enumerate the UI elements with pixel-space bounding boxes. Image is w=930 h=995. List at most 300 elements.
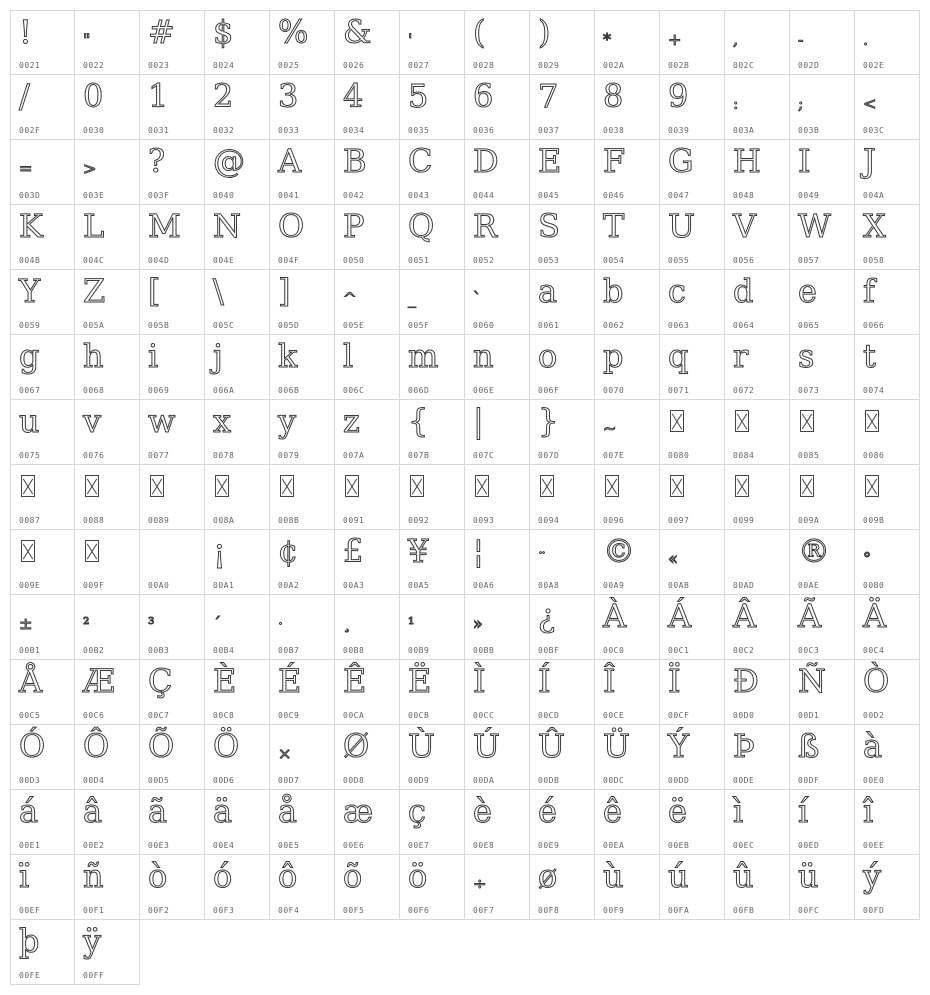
glyph-preview: ú <box>668 857 689 895</box>
missing-glyph-icon <box>735 475 749 497</box>
glyph-cell <box>530 595 595 660</box>
codepoint-label: 007D <box>538 451 560 460</box>
glyph-preview: ù <box>603 857 624 895</box>
glyph-preview: | <box>473 402 484 440</box>
glyph-cell <box>140 10 205 75</box>
glyph-cell <box>790 75 855 140</box>
glyph-preview: Y <box>19 272 41 310</box>
codepoint-label: 005F <box>408 321 430 330</box>
glyph-preview: " <box>83 30 91 49</box>
glyph-cell <box>530 400 595 465</box>
codepoint-label: 0089 <box>148 516 170 525</box>
glyph-cell <box>725 335 790 400</box>
glyph-preview: 4 <box>343 77 364 115</box>
glyph-preview: a <box>538 272 558 310</box>
glyph-cell <box>270 790 335 855</box>
glyph-preview: Á <box>668 597 692 635</box>
glyph-preview: 3 <box>278 77 299 115</box>
glyph-cell <box>595 660 660 725</box>
codepoint-label: 00D3 <box>19 776 41 785</box>
glyph-cell <box>465 205 530 270</box>
glyph-preview: £ <box>343 532 364 570</box>
codepoint-label: 0069 <box>148 386 170 395</box>
glyph-preview: u <box>19 402 40 440</box>
glyph-preview: F <box>603 142 626 180</box>
glyph-cell <box>530 75 595 140</box>
glyph-preview: s <box>798 337 815 375</box>
glyph-preview: ` <box>473 289 481 308</box>
codepoint-label: 0071 <box>668 386 690 395</box>
glyph-cell <box>595 335 660 400</box>
glyph-cell <box>725 205 790 270</box>
codepoint-label: 00D0 <box>733 711 755 720</box>
glyph-preview: â <box>83 792 103 830</box>
codepoint-label: 005D <box>278 321 300 330</box>
glyph-cell <box>400 10 465 75</box>
glyph-cell <box>335 595 400 660</box>
glyph-preview: E <box>538 142 562 180</box>
codepoint-label: 00D4 <box>83 776 105 785</box>
codepoint-label: 0025 <box>278 61 300 70</box>
glyph-cell <box>465 660 530 725</box>
codepoint-label: 0092 <box>408 516 430 525</box>
glyph-preview: ç <box>408 792 426 830</box>
codepoint-label: 0036 <box>473 126 495 135</box>
glyph-preview: ² <box>83 614 90 633</box>
missing-glyph-icon <box>540 475 554 497</box>
glyph-preview: V <box>733 207 757 245</box>
codepoint-label: 0088 <box>83 516 105 525</box>
glyph-preview: v <box>83 402 102 440</box>
codepoint-label: 00E0 <box>863 776 885 785</box>
glyph-cell <box>725 660 790 725</box>
codepoint-label: 0061 <box>538 321 560 330</box>
glyph-cell <box>465 10 530 75</box>
glyph-cell <box>855 595 920 660</box>
codepoint-label: 00F9 <box>603 906 625 915</box>
glyph-preview: é <box>538 792 557 830</box>
codepoint-label: 0091 <box>343 516 365 525</box>
glyph-preview: É <box>278 662 302 700</box>
glyph-cell <box>10 855 75 920</box>
glyph-cell <box>140 660 205 725</box>
glyph-cell <box>270 10 335 75</box>
glyph-preview: c <box>668 272 686 310</box>
glyph-cell <box>530 140 595 205</box>
codepoint-label: 0096 <box>603 516 625 525</box>
codepoint-label: 0059 <box>19 321 41 330</box>
codepoint-label: 0062 <box>603 321 625 330</box>
glyph-preview: ! <box>19 13 32 51</box>
glyph-preview: ) <box>538 13 551 51</box>
glyph-preview: % <box>278 13 309 51</box>
glyph-cell <box>75 10 140 75</box>
glyph-cell <box>205 140 270 205</box>
glyph-preview: Ã <box>798 597 822 635</box>
glyph-cell <box>400 400 465 465</box>
glyph-cell <box>335 400 400 465</box>
codepoint-label: 00A6 <box>473 581 495 590</box>
codepoint-label: 004C <box>83 256 105 265</box>
glyph-preview: Þ <box>733 727 755 765</box>
glyph-cell <box>140 855 205 920</box>
codepoint-label: 00DD <box>668 776 690 785</box>
codepoint-label: 0080 <box>668 451 690 460</box>
glyph-cell <box>790 855 855 920</box>
codepoint-label: 00F6 <box>408 906 430 915</box>
glyph-cell <box>140 530 205 595</box>
codepoint-label: 0094 <box>538 516 560 525</box>
glyph-cell <box>725 270 790 335</box>
codepoint-label: 0072 <box>733 386 755 395</box>
glyph-cell <box>10 920 75 985</box>
missing-glyph-icon <box>215 475 229 497</box>
codepoint-label: 00E4 <box>213 841 235 850</box>
codepoint-label: 0035 <box>408 126 430 135</box>
glyph-preview: X <box>863 207 886 245</box>
codepoint-label: 00B2 <box>83 646 105 655</box>
glyph-cell <box>855 335 920 400</box>
glyph-preview: Ð <box>733 662 759 700</box>
glyph-preview: Î <box>603 662 616 700</box>
glyph-preview: Õ <box>148 727 175 765</box>
codepoint-label: 00F8 <box>538 906 560 915</box>
glyph-cell <box>530 465 595 530</box>
glyph-cell <box>530 855 595 920</box>
glyph-cell <box>335 335 400 400</box>
codepoint-label: 00BB <box>473 646 495 655</box>
glyph-preview: ] <box>278 272 291 310</box>
glyph-cell <box>10 400 75 465</box>
codepoint-label: 00CA <box>343 711 365 720</box>
codepoint-label: 0021 <box>19 61 41 70</box>
codepoint-label: 00ED <box>798 841 820 850</box>
glyph-preview: î <box>863 792 874 830</box>
glyph-preview: ^ <box>343 289 357 308</box>
codepoint-label: 00DC <box>603 776 625 785</box>
glyph-cell <box>335 465 400 530</box>
glyph-preview: ñ <box>83 857 104 895</box>
glyph-preview: d <box>733 272 754 310</box>
glyph-cell <box>465 75 530 140</box>
codepoint-label: 00FF <box>83 971 105 980</box>
codepoint-label: 007C <box>473 451 495 460</box>
glyph-cell <box>75 75 140 140</box>
glyph-preview: ¿ <box>538 597 556 635</box>
glyph-preview: j <box>213 337 223 375</box>
glyph-preview: f <box>863 272 875 310</box>
codepoint-label: 006F <box>538 386 560 395</box>
codepoint-label: 003C <box>863 126 885 135</box>
codepoint-label: 0053 <box>538 256 560 265</box>
glyph-cell <box>75 920 140 985</box>
glyph-preview: Ï <box>668 662 681 700</box>
codepoint-label: 0051 <box>408 256 430 265</box>
codepoint-label: 0045 <box>538 191 560 200</box>
glyph-cell <box>75 465 140 530</box>
glyph-cell <box>725 140 790 205</box>
glyph-preview: ô <box>278 857 298 895</box>
glyph-cell <box>205 855 270 920</box>
codepoint-label: 0034 <box>343 126 365 135</box>
glyph-cell <box>270 140 335 205</box>
codepoint-label: 00B8 <box>343 646 365 655</box>
codepoint-label: 0023 <box>148 61 170 70</box>
glyph-preview: ü <box>798 857 819 895</box>
glyph-preview: ( <box>473 13 486 51</box>
glyph-preview: å <box>278 792 298 830</box>
missing-glyph-icon <box>85 540 99 562</box>
glyph-cell <box>725 465 790 530</box>
glyph-cell <box>400 725 465 790</box>
glyph-grid <box>10 10 920 985</box>
glyph-preview: ä <box>213 792 233 830</box>
glyph-preview: Â <box>733 597 757 635</box>
glyph-cell <box>10 270 75 335</box>
codepoint-label: 0063 <box>668 321 690 330</box>
glyph-preview: ¢ <box>278 532 299 570</box>
codepoint-label: 00CC <box>473 711 495 720</box>
glyph-cell <box>660 465 725 530</box>
codepoint-label: 00C8 <box>213 711 235 720</box>
codepoint-label: 00CF <box>668 711 690 720</box>
missing-glyph-icon <box>865 410 879 432</box>
glyph-preview: - <box>798 30 804 49</box>
codepoint-label: 0057 <box>798 256 820 265</box>
glyph-cell <box>75 855 140 920</box>
glyph-preview: ó <box>213 857 233 895</box>
codepoint-label: 0029 <box>538 61 560 70</box>
glyph-preview: D <box>473 142 499 180</box>
glyph-cell <box>465 725 530 790</box>
missing-glyph-icon <box>735 410 749 432</box>
missing-glyph-icon <box>670 475 684 497</box>
glyph-cell <box>855 270 920 335</box>
codepoint-label: 00A8 <box>538 581 560 590</box>
glyph-cell <box>10 75 75 140</box>
glyph-preview: U <box>668 207 695 245</box>
glyph-preview: ¹ <box>408 614 415 633</box>
glyph-preview: O <box>278 207 305 245</box>
glyph-cell <box>855 855 920 920</box>
glyph-preview: « <box>668 549 678 568</box>
glyph-preview: ê <box>603 792 622 830</box>
codepoint-label: 006C <box>343 386 365 395</box>
missing-glyph-icon <box>345 475 359 497</box>
glyph-cell <box>400 660 465 725</box>
codepoint-label: 00B0 <box>863 581 885 590</box>
codepoint-label: 0099 <box>733 516 755 525</box>
glyph-cell <box>10 530 75 595</box>
codepoint-label: 0075 <box>19 451 41 460</box>
glyph-preview: R <box>473 207 498 245</box>
codepoint-label: 00FD <box>863 906 885 915</box>
codepoint-label: 0026 <box>343 61 365 70</box>
codepoint-label: 00C4 <box>863 646 885 655</box>
glyph-cell <box>790 530 855 595</box>
codepoint-label: 00AB <box>668 581 690 590</box>
codepoint-label: 00E8 <box>473 841 495 850</box>
codepoint-label: 00C3 <box>798 646 820 655</box>
missing-glyph-icon <box>865 475 879 497</box>
glyph-preview: è <box>473 792 492 830</box>
codepoint-label: 003E <box>83 191 105 200</box>
glyph-preview: Ü <box>603 727 630 765</box>
codepoint-label: 00C5 <box>19 711 41 720</box>
glyph-cell <box>465 530 530 595</box>
glyph-preview: ~ <box>603 419 617 438</box>
glyph-cell <box>140 75 205 140</box>
glyph-cell <box>205 660 270 725</box>
glyph-preview: À <box>603 597 627 635</box>
glyph-preview: n <box>473 337 494 375</box>
glyph-cell <box>660 270 725 335</box>
glyph-cell <box>140 205 205 270</box>
glyph-cell <box>725 75 790 140</box>
glyph-preview: Ô <box>83 727 110 765</box>
codepoint-label: 0078 <box>213 451 235 460</box>
glyph-preview: \ <box>213 272 224 310</box>
glyph-preview: l <box>343 337 354 375</box>
glyph-preview: û <box>733 857 754 895</box>
codepoint-label: 0060 <box>473 321 495 330</box>
glyph-cell <box>595 725 660 790</box>
codepoint-label: 00F5 <box>343 906 365 915</box>
codepoint-label: 00AE <box>798 581 820 590</box>
glyph-cell <box>725 400 790 465</box>
glyph-preview: à <box>863 727 883 765</box>
glyph-preview: z <box>343 402 360 440</box>
glyph-preview: J <box>863 142 876 180</box>
glyph-preview: Ò <box>863 662 890 700</box>
glyph-preview: » <box>473 614 483 633</box>
glyph-cell <box>140 465 205 530</box>
glyph-preview: ò <box>148 857 168 895</box>
glyph-cell <box>725 855 790 920</box>
glyph-cell <box>855 400 920 465</box>
glyph-preview: Ä <box>863 597 887 635</box>
codepoint-label: 0052 <box>473 256 495 265</box>
glyph-cell <box>465 140 530 205</box>
glyph-cell <box>855 530 920 595</box>
codepoint-label: 009B <box>863 516 885 525</box>
glyph-preview: _ <box>408 289 416 308</box>
glyph-preview: Ö <box>213 727 240 765</box>
codepoint-label: 00EA <box>603 841 625 850</box>
glyph-cell <box>205 465 270 530</box>
glyph-preview: g <box>19 337 40 375</box>
glyph-cell <box>75 725 140 790</box>
glyph-cell <box>790 660 855 725</box>
glyph-preview: ® <box>798 532 830 570</box>
glyph-cell <box>660 400 725 465</box>
glyph-cell <box>205 335 270 400</box>
glyph-preview: q <box>668 337 689 375</box>
codepoint-label: 00C9 <box>278 711 300 720</box>
codepoint-label: 009F <box>83 581 105 590</box>
codepoint-label: 0042 <box>343 191 365 200</box>
glyph-preview: i <box>148 337 159 375</box>
glyph-cell <box>335 140 400 205</box>
missing-glyph-icon <box>800 410 814 432</box>
codepoint-label: 00E3 <box>148 841 170 850</box>
codepoint-label: 00D9 <box>408 776 430 785</box>
codepoint-label: 0039 <box>668 126 690 135</box>
glyph-preview: Æ <box>83 662 116 700</box>
glyph-cell <box>140 140 205 205</box>
glyph-preview: T <box>603 207 625 245</box>
glyph-cell <box>205 725 270 790</box>
codepoint-label: 003F <box>148 191 170 200</box>
glyph-preview: $ <box>213 13 234 51</box>
glyph-cell <box>660 75 725 140</box>
glyph-cell <box>595 855 660 920</box>
codepoint-label: 00EB <box>668 841 690 850</box>
glyph-cell <box>205 75 270 140</box>
codepoint-label: 00B1 <box>19 646 41 655</box>
codepoint-label: 00DB <box>538 776 560 785</box>
codepoint-label: 002C <box>733 61 755 70</box>
codepoint-label: 007B <box>408 451 430 460</box>
codepoint-label: 00A0 <box>148 581 170 590</box>
glyph-cell <box>855 790 920 855</box>
codepoint-label: 00E5 <box>278 841 300 850</box>
glyph-preview: Ý <box>668 727 690 765</box>
codepoint-label: 003D <box>19 191 41 200</box>
glyph-cell <box>465 790 530 855</box>
codepoint-label: 00C6 <box>83 711 105 720</box>
glyph-preview: ø <box>538 857 558 895</box>
codepoint-label: 00F1 <box>83 906 105 915</box>
glyph-preview: Ù <box>408 727 435 765</box>
codepoint-label: 0079 <box>278 451 300 460</box>
glyph-preview: < <box>863 94 877 113</box>
codepoint-label: 005A <box>83 321 105 330</box>
glyph-cell <box>335 75 400 140</box>
codepoint-label: 005B <box>148 321 170 330</box>
codepoint-label: 004A <box>863 191 885 200</box>
glyph-cell <box>725 790 790 855</box>
glyph-cell <box>400 465 465 530</box>
glyph-cell <box>465 400 530 465</box>
codepoint-label: 00EE <box>863 841 885 850</box>
glyph-cell <box>595 270 660 335</box>
glyph-preview: 7 <box>538 77 559 115</box>
codepoint-label: 00D6 <box>213 776 235 785</box>
glyph-cell <box>595 530 660 595</box>
codepoint-label: 0040 <box>213 191 235 200</box>
glyph-cell <box>205 205 270 270</box>
codepoint-label: 00FB <box>733 906 755 915</box>
glyph-cell <box>855 10 920 75</box>
glyph-cell <box>270 855 335 920</box>
codepoint-label: 00AD <box>733 581 755 590</box>
glyph-cell <box>400 205 465 270</box>
glyph-cell <box>75 660 140 725</box>
codepoint-label: 00F7 <box>473 906 495 915</box>
codepoint-label: 004E <box>213 256 235 265</box>
missing-glyph-icon <box>410 475 424 497</box>
codepoint-label: 0084 <box>733 451 755 460</box>
codepoint-label: 0076 <box>83 451 105 460</box>
glyph-preview: * <box>603 30 611 49</box>
glyph-cell <box>140 270 205 335</box>
codepoint-label: 007E <box>603 451 625 460</box>
glyph-cell <box>660 530 725 595</box>
glyph-cell <box>855 75 920 140</box>
glyph-cell <box>75 205 140 270</box>
codepoint-label: 00C0 <box>603 646 625 655</box>
